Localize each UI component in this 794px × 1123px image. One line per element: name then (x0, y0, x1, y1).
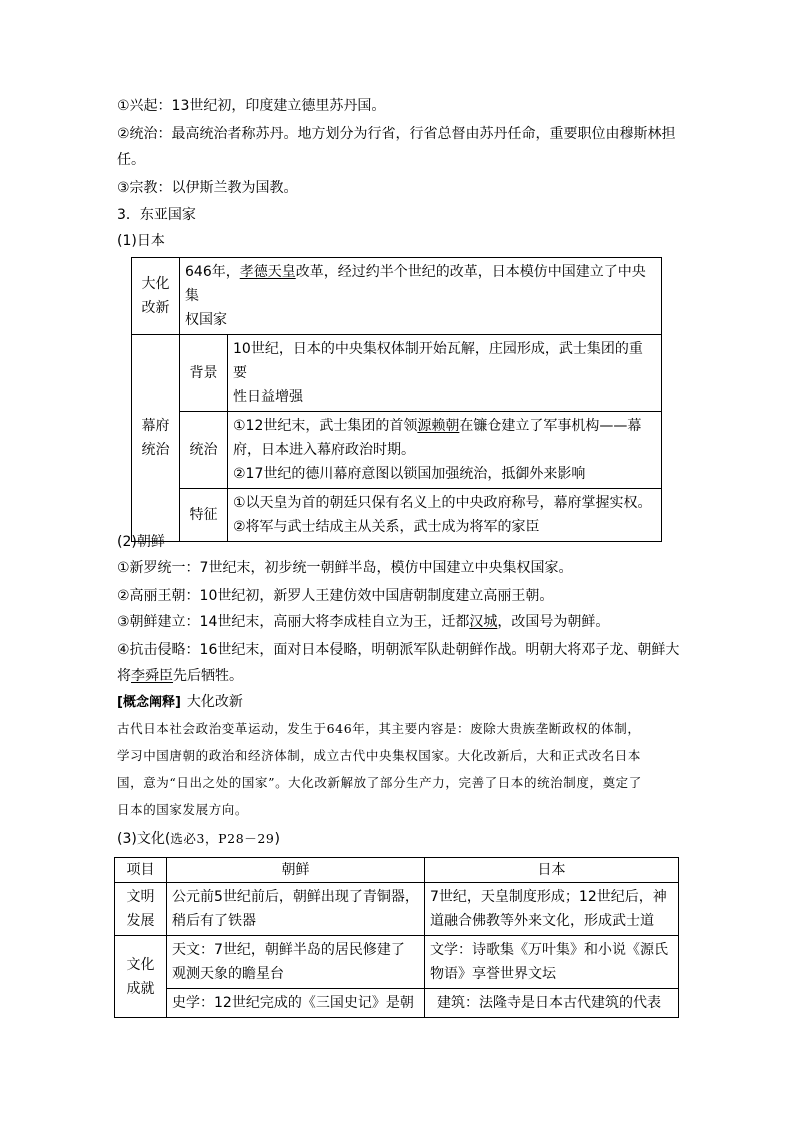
korea-resist-line-2 (117, 666, 243, 686)
concept-line-3: 国，意为“日出之处的国家”。大化改新解放了部分生产力，完善了日本的统治制度，奠定了 (117, 775, 642, 790)
feature-text-cell (228, 489, 662, 542)
japan-table (131, 257, 662, 542)
feature-label: 特征 (180, 489, 228, 542)
table-row (115, 883, 679, 936)
ach-label-line-1: 文化 (126, 956, 155, 973)
arch-cell: 建筑：法隆寺是日本古代建筑的代表 (425, 989, 679, 1018)
resist-pre: 将 (117, 668, 131, 684)
background-text-line-1: 10世纪，日本的中央集权体制开始瓦解，庄园形成，武士集团的重要 (233, 341, 643, 381)
concept-line-2: 学习中国唐朝的政治和经济体制，成立古代中央集权国家。大化改新后，大和正式改名日本 (117, 748, 642, 763)
concept-label: [概念阐释] (117, 695, 181, 710)
civ-label-cell (115, 883, 167, 936)
rule-leader-name: 源赖朝 (417, 418, 460, 434)
korea-resist-line-1: ④抗击侵略：16世纪末，面对日本侵略，明朝派军队赴朝鲜作战。明朝大将邓子龙、朝鲜大 (117, 642, 680, 658)
bakufu-label-cell (132, 335, 180, 542)
taika-text-cell (180, 258, 662, 335)
korea-goryeo: ②高丽王朝：10世纪初，新罗人王建仿效中国唐朝制度建立高丽王朝。 (117, 588, 554, 604)
concept-title: 大化改新 (186, 694, 243, 710)
civ-korea-line-2: 稍后有了铁器 (172, 913, 256, 929)
india-rule-line-2: 任。 (117, 152, 145, 168)
rule-text-cell (228, 412, 662, 489)
background-text-cell (228, 335, 662, 412)
rule-text-post: 在镰仓建立了军事机构——幕 (459, 418, 642, 434)
culture-heading-post: ) (274, 831, 280, 847)
lit-cell (425, 936, 679, 989)
joseon-post: ，改国号为朝鲜。 (497, 614, 610, 630)
taika-text-line-2: 权国家 (185, 312, 227, 328)
taika-label-line-1: 大化 (141, 276, 170, 292)
astro-cell (167, 936, 425, 989)
table-row (132, 258, 662, 335)
col-header-item: 项目 (115, 858, 167, 883)
rule-text-line-1 (233, 414, 656, 438)
background-text-line-2: 性日益增强 (233, 389, 303, 405)
background-label: 背景 (180, 335, 228, 412)
civ-korea-line-1: 公元前5世纪前后，朝鲜出现了青铜器， (172, 889, 419, 905)
rule-text-pre: ①12世纪末，武士集团的首领 (233, 418, 418, 434)
civ-korea-cell (167, 883, 425, 936)
table-header-row (115, 858, 679, 883)
concept-line-1: 古代日本社会政治变革运动，发生于646年，其主要内容是：废除大贵族垄断政权的体制， (117, 721, 641, 736)
rule-label: 统治 (180, 412, 228, 489)
table-row (132, 489, 662, 542)
taika-label-cell (132, 258, 180, 335)
culture-heading-pre: (3)文化( (117, 831, 171, 847)
ach-label-cell (115, 936, 167, 1018)
culture-heading-ref: 选必3，P28－29 (170, 831, 275, 846)
feature-text-line-1: ①以天皇为首的朝廷只保有名义上的中央政府称号，幕府掌握实权。 (233, 495, 652, 511)
resist-post: 先后牺牲。 (173, 668, 243, 684)
taika-text-line-1 (185, 260, 656, 308)
lit-line-2: 物语》享誉世界文坛 (430, 966, 556, 982)
civ-label-line-2: 发展 (126, 913, 155, 929)
civ-japan-cell (425, 883, 679, 936)
civ-japan-line-1: 7世纪，天皇制度形成；12世纪后，神 (430, 889, 667, 905)
hist-cell: 史学：12世纪完成的《三国史记》是朝 (167, 989, 425, 1018)
joseon-capital: 汉城 (469, 614, 498, 630)
concept-heading (117, 692, 243, 713)
table-row (115, 989, 679, 1018)
concept-line-4: 日本的国家发展方向。 (117, 802, 249, 817)
astro-line-2: 观测天象的瞻星台 (172, 966, 284, 982)
bakufu-label-line-1: 幕府 (141, 418, 170, 434)
culture-table (114, 857, 679, 1018)
resist-admiral-name: 李舜臣 (131, 668, 173, 684)
taika-text-pre: 646年， (185, 264, 240, 280)
astro-line-1: 天文：7世纪，朝鲜半岛的居民修建了 (172, 942, 405, 958)
rule-text-line-3: ②17世纪的德川幕府意图以锁国加强统治，抵御外来影响 (233, 466, 586, 482)
taika-text-post: 改革，经过约半个世纪的改革，日本模仿中国建立了中央集 (185, 264, 646, 304)
india-rule-line-1: ②统治：最高统治者称苏丹。地方划分为行省，行省总督由苏丹任命，重要职位由穆斯林担 (117, 126, 676, 142)
ach-label-line-2: 成就 (126, 980, 155, 997)
india-rise: ①兴起：13世纪初，印度建立德里苏丹国。 (117, 98, 386, 114)
joseon-pre: ③朝鲜建立：14世纪末，高丽大将李成桂自立为王，迁都 (117, 614, 470, 630)
table-row (132, 412, 662, 489)
east-asia-heading: 3．东亚国家 (117, 207, 196, 223)
japan-heading: (1)日本 (117, 233, 165, 249)
table-row (132, 335, 662, 412)
bakufu-label-line-2: 统治 (141, 442, 170, 458)
col-header-japan: 日本 (425, 858, 679, 883)
civ-japan-line-2: 道融合佛教等外来文化，形成武士道 (430, 913, 654, 929)
korea-heading: (2)朝鲜 (117, 534, 165, 550)
civ-label-line-1: 文明 (126, 889, 155, 905)
taika-label-line-2: 改新 (141, 300, 170, 316)
korea-joseon (117, 612, 609, 632)
lit-line-1: 文学：诗歌集《万叶集》和小说《源氏 (430, 942, 668, 958)
taika-emperor-name: 孝德天皇 (239, 264, 296, 280)
col-header-korea: 朝鲜 (167, 858, 425, 883)
table-row (115, 936, 679, 989)
rule-text-line-2: 府，日本进入幕府政治时期。 (233, 442, 415, 458)
korea-silla: ①新罗统一：7世纪末，初步统一朝鲜半岛，模仿中国建立中央集权国家。 (117, 560, 573, 576)
culture-heading (117, 829, 280, 849)
india-religion: ③宗教：以伊斯兰教为国教。 (117, 180, 298, 196)
feature-text-line-2: ②将军与武士结成主从关系，武士成为将军的家臣 (233, 519, 540, 535)
